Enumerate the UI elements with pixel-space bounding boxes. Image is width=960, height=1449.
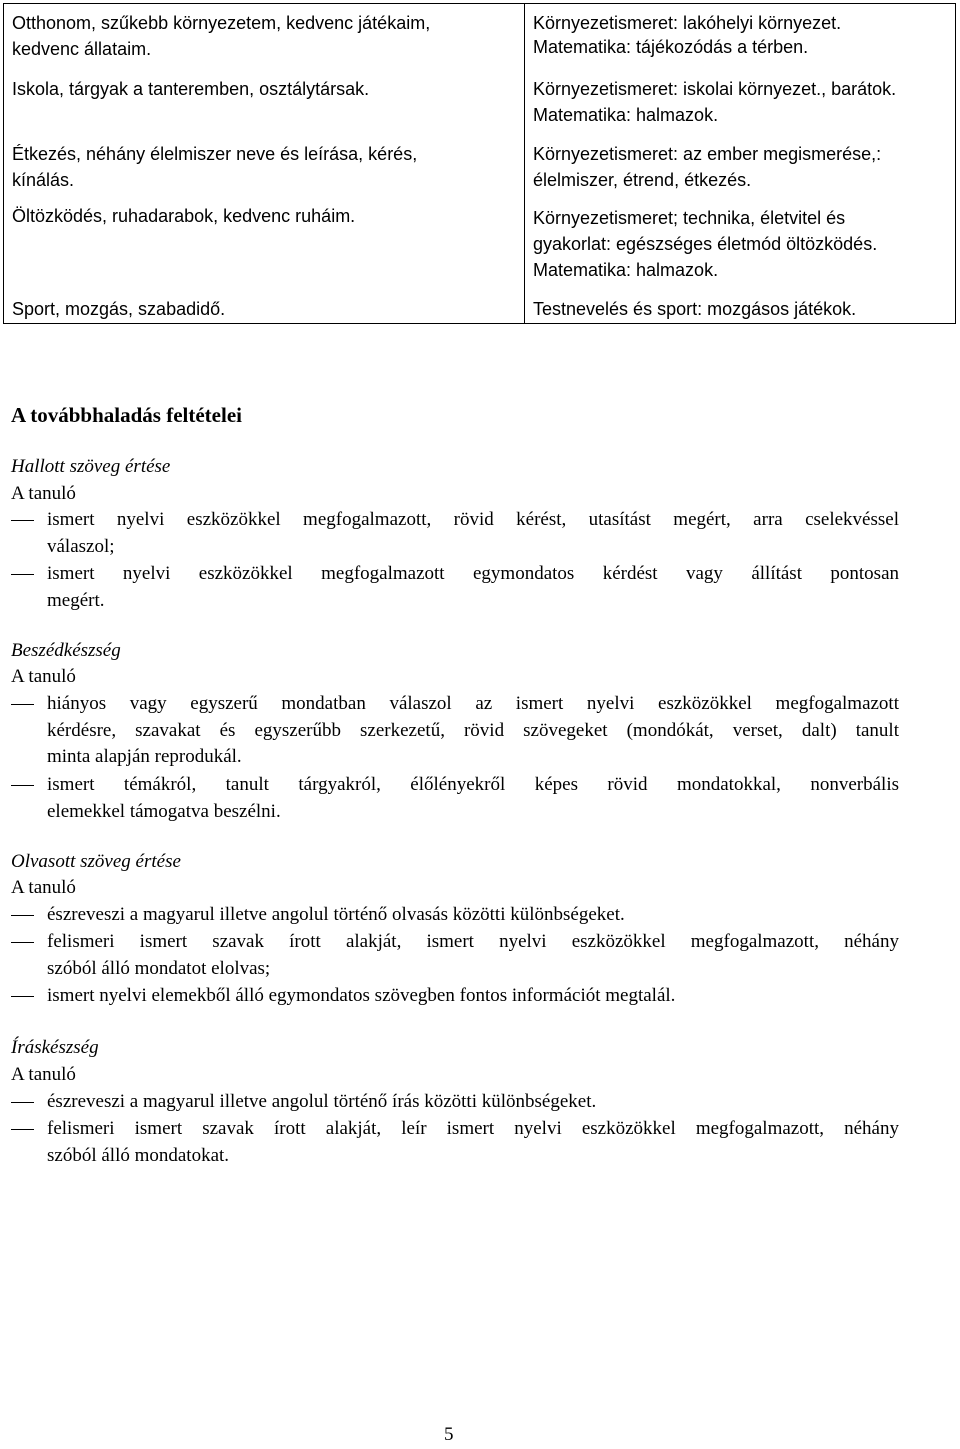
list-item-text: ismert témákról, tanult tárgyakról, élőlényekről képes rövid mondatokkal, nonverbális bbox=[47, 774, 899, 795]
list-item-text: ismert nyelvi elemekből álló egymondatos szövegben fontos információt megtalál. bbox=[47, 985, 676, 1006]
subsection-subject: A tanuló bbox=[11, 483, 76, 504]
list-item-text: észreveszi a magyarul illetve angolul történő írás közötti különbségeket. bbox=[47, 1091, 597, 1112]
subsection-title-speaking: Beszédkészség bbox=[11, 640, 121, 661]
table-cell-topic-clothing bbox=[12, 205, 355, 232]
table-cell-link-school bbox=[533, 78, 896, 130]
table-cell-link-food bbox=[533, 143, 881, 195]
table-cell-text: Étkezés, néhány élelmiszer neve és leírása, kérés, bbox=[12, 144, 418, 164]
table-cell-text: kedvenc állataim. bbox=[12, 39, 152, 59]
table-cell-topic-school bbox=[12, 78, 369, 105]
list-item-text: minta alapján reprodukál. bbox=[47, 746, 242, 767]
table-cell-text: Testnevelés és sport: mozgásos játékok. bbox=[533, 299, 857, 319]
list-item-text: felismeri ismert szavak írott alakját, leír ismert nyelvi eszközökkel megfogalmazott, néhány bbox=[47, 1118, 899, 1139]
curriculum-table bbox=[3, 3, 956, 324]
table-cell-text: Matematika: halmazok. bbox=[533, 105, 719, 125]
table-cell-text: Környezetismeret; technika, életvitel és bbox=[533, 208, 846, 228]
list-item-text: felismeri ismert szavak írott alakját, ismert nyelvi eszközökkel megfogalmazott, néhány bbox=[47, 931, 899, 952]
list-item-text: kérdésre, szavakat és egyszerűbb szerkezetű, rövid szövegeket (mondókát, verset, dalt) tanult bbox=[47, 719, 899, 741]
section-heading: A továbbhaladás feltételei bbox=[11, 403, 242, 427]
table-cell-text: Környezetismeret: lakóhelyi környezet. bbox=[533, 13, 842, 33]
table-cell-text: gyakorlat: egészséges életmód öltözködés. bbox=[533, 234, 878, 254]
table-cell-text: Matematika: halmazok. bbox=[533, 260, 719, 280]
table-cell-text: Öltözködés, ruhadarabok, kedvenc ruháim. bbox=[12, 206, 356, 226]
subsection-title-reading: Olvasott szöveg értése bbox=[11, 851, 181, 872]
list-item-text: válaszol; bbox=[47, 535, 115, 557]
list-item-text: ismert nyelvi eszközökkel megfogalmazott egymondatos kérdést vagy állítást pontosan bbox=[47, 563, 899, 584]
subsection-subject: A tanuló bbox=[11, 1064, 76, 1085]
table-cell-text: Otthonom, szűkebb környezetem, kedvenc játékaim, bbox=[12, 13, 431, 33]
list-item-text: észreveszi a magyarul illetve angolul történő olvasás közötti különbségeket. bbox=[47, 904, 625, 925]
table-cell-text: Iskola, tárgyak a tanteremben, osztálytársak. bbox=[12, 79, 370, 99]
table-column-divider bbox=[524, 4, 525, 323]
list-item-text: elemekkel támogatva beszélni. bbox=[47, 800, 281, 822]
table-cell-link-sport bbox=[533, 298, 856, 325]
table-cell-text: Sport, mozgás, szabadidő. bbox=[12, 299, 226, 319]
table-cell-text: kínálás. bbox=[12, 170, 75, 190]
subsection-subject: A tanuló bbox=[11, 877, 76, 898]
subsection-title-writing: Íráskészség bbox=[11, 1037, 99, 1058]
subsection-title-listening: Hallott szöveg értése bbox=[11, 456, 171, 477]
page-number: 5 bbox=[444, 1424, 454, 1445]
table-cell-text: élelmiszer, étrend, étkezés. bbox=[533, 170, 752, 190]
table-cell-topic-home bbox=[12, 12, 430, 64]
table-cell-text: Környezetismeret: az ember megismerése,: bbox=[533, 144, 882, 164]
list-item-text: ismert nyelvi eszközökkel megfogalmazott, rövid kérést, utasítást megért, arra cselekvéssel bbox=[47, 509, 899, 530]
table-cell-text: Matematika: tájékozódás a térben. bbox=[533, 37, 809, 57]
table-cell-link-clothing bbox=[533, 207, 877, 285]
table-cell-topic-food bbox=[12, 143, 417, 195]
table-cell-text: Környezetismeret: iskolai környezet., barátok. bbox=[533, 79, 897, 99]
list-item-text: szóból álló mondatokat. bbox=[47, 1144, 230, 1166]
subsection-subject: A tanuló bbox=[11, 666, 76, 687]
list-item-text: megért. bbox=[47, 589, 105, 611]
table-cell-topic-sport bbox=[12, 298, 225, 325]
list-item-text: hiányos vagy egyszerű mondatban válaszol az ismert nyelvi eszközökkel megfogalmazott bbox=[47, 693, 899, 714]
list-item-text: szóból álló mondatot elolvas; bbox=[47, 957, 271, 979]
table-cell-link-home bbox=[533, 12, 841, 60]
